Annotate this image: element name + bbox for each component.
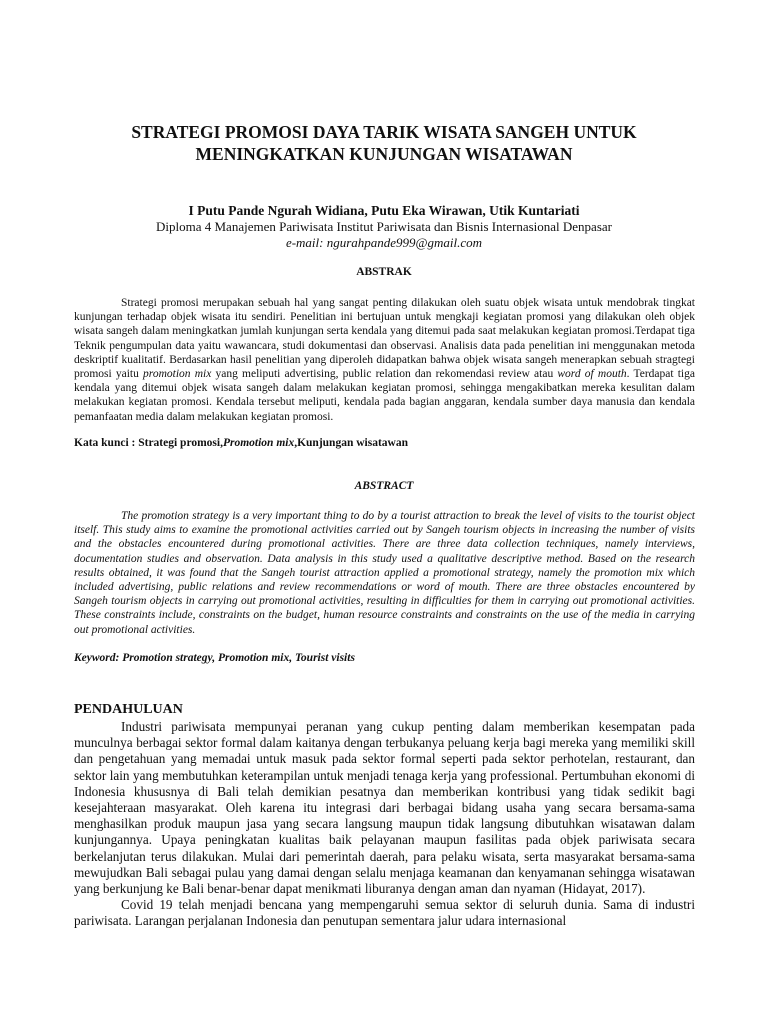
kata-kunci bbox=[74, 436, 695, 450]
abstrak-heading: ABSTRAK bbox=[356, 266, 412, 278]
abstrak-body bbox=[74, 296, 695, 424]
section-body bbox=[74, 719, 695, 930]
keywords: Keyword: Promotion strategy, Promotion mix, Tourist visits bbox=[74, 652, 355, 664]
abstract-body: The promotion strategy is a very important thing to do by a tourist attraction to break the level of visits to the tourist object itself. This study aims to examine the promotional activities carried out by Sangeh tourism objects in increasing the number of visits and the obstacles encountered during promotional activities. There are three data collection techniques, namely interviews, documentation studies and observation. Data analysis in this study used a qualitative descriptive method. Based on the research results obtained, it was found that the Sangeh tourist attraction applied a promotional strategy, namely the promotion mix which included advertising, public relations and review recommendations or word of mouth. There are three obstacles encountered by Sangeh tourism objects in carrying out promotional activities, resulting in difficulties for them in carrying out promotional activities. These constraints include, constraints on the budget, human resource constraints and constraints on the use of the media in carrying out promotional activities. bbox=[74, 510, 695, 636]
abstrak-italic-2: word of mouth bbox=[557, 368, 627, 381]
section-heading: PENDAHULUAN bbox=[74, 702, 183, 717]
abstract-heading: ABSTRACT bbox=[354, 480, 414, 492]
section-paragraph-1: Industri pariwisata mempunyai peranan yang cukup penting dalam memberikan kesempatan pada munculnya berbagai sektor formal dalam kaitanya dengan terbukanya peluang kerja bagi mereka yang memiliki skill dan pengetahuan yang memadai untuk masuk pada sektor formal seperti pada sektor perhotelan, restaurant, dan sektor lain yang membutuhkan keterampilan untuk menjadi tenaga kerja yang professional. Pertumbuhan ekonomi di Indonesia khususnya di Bali telah demikian pesatnya dan memberikan kontribusi yang tidak sedikit bagi kesejahteraan masyarakat. Oleh karena itu integrasi dari berbagai bidang usaha yang secara bersama-sama menghasilkan produk maupun jasa yang secara langsung maupun tidak langsung dibutuhkan wisatawan dalam kunjungannya. Upaya peningkatan kualitas baik pelayanan maupun fasilitas pada objek pariwisata secara berkelanjutan terus dilakukan. Mulai dari pemerintah daerah, para pelaku wisata, serta masyarakat bersama-sama mewujudkan Bali sebagai pulau yang damai dengan selalu menjaga keamanan dan kenyamanan sehingga wisatawan yang berkunjung ke Bali benar-benar dapat menikmati liburanya dengan aman dan nyaman (Hidayat, 2017). bbox=[74, 719, 695, 897]
author-list: I Putu Pande Ngurah Widiana, Putu Eka Wirawan, Utik Kuntariati bbox=[188, 203, 580, 218]
author-affiliation: Diploma 4 Manajemen Pariwisata Institut Pariwisata dan Bisnis Internasional Denpasar bbox=[156, 219, 612, 234]
abstrak-text-2: yang meliputi advertising, public relation dan rekomendasi review atau bbox=[211, 368, 558, 381]
abstrak-text-1: Strategi promosi merupakan sebuah hal yang sangat penting dilakukan oleh suatu objek wisata untuk mendobrak tingkat kunjungan terhadap objek wisata itu sendiri. Penelitian ini bertujuan untuk mengkaji kegiatan promosi yang dilakukan oleh objek wisata sangeh dalam meningkatkan jumlah kunjungan serta kendala yang ditemui pada saat melakukan kegiatan promosi.Terdapat tiga Teknik pengumpulan data yaitu wawancara, studi dokumentasi dan observasi. Analisis data pada penelitian ini menggunakan metoda deskriptif kualitatif. Berdasarkan hasil penelitian yang diperoleh didapatkan bahwa objek wisata sangeh menerapkan sebuah stragtegi promosi yaitu bbox=[74, 297, 695, 381]
kata-kunci-rest: ,Kunjungan wisatawan bbox=[294, 437, 408, 449]
paper-title: STRATEGI PROMOSI DAYA TARIK WISATA SANGEH UNTUK MENINGKATKAN KUNJUNGAN WISATAWAN bbox=[131, 122, 637, 164]
author-email: e-mail: ngurahpande999@gmail.com bbox=[285, 235, 483, 250]
abstrak-italic-1: promotion mix bbox=[143, 368, 212, 381]
kata-kunci-label: Kata kunci : Strategi promosi, bbox=[74, 437, 223, 449]
abstrak-text-3: . Terdapat tiga kendala yang ditemui objek wisata sangeh dalam melakukan kegiatan promosi, sehingga mengakibatkan mereka kesulitan dalam melakukan kegiatan promosi. Kendala tersebut meliputi, kendala pada bagian anggaran, kendala sumber daya manusia dan kendala pemanfaatan media dalam melakukan kegiatan promosi. bbox=[74, 368, 695, 423]
section-paragraph-2: Covid 19 telah menjadi bencana yang mempengaruhi semua sektor di seluruh dunia. Sama di industri pariwisata. Larangan perjalanan Indonesia dan penutupan sementara jalur udara internasional bbox=[74, 897, 695, 929]
kata-kunci-italic: Promotion mix bbox=[222, 437, 295, 449]
